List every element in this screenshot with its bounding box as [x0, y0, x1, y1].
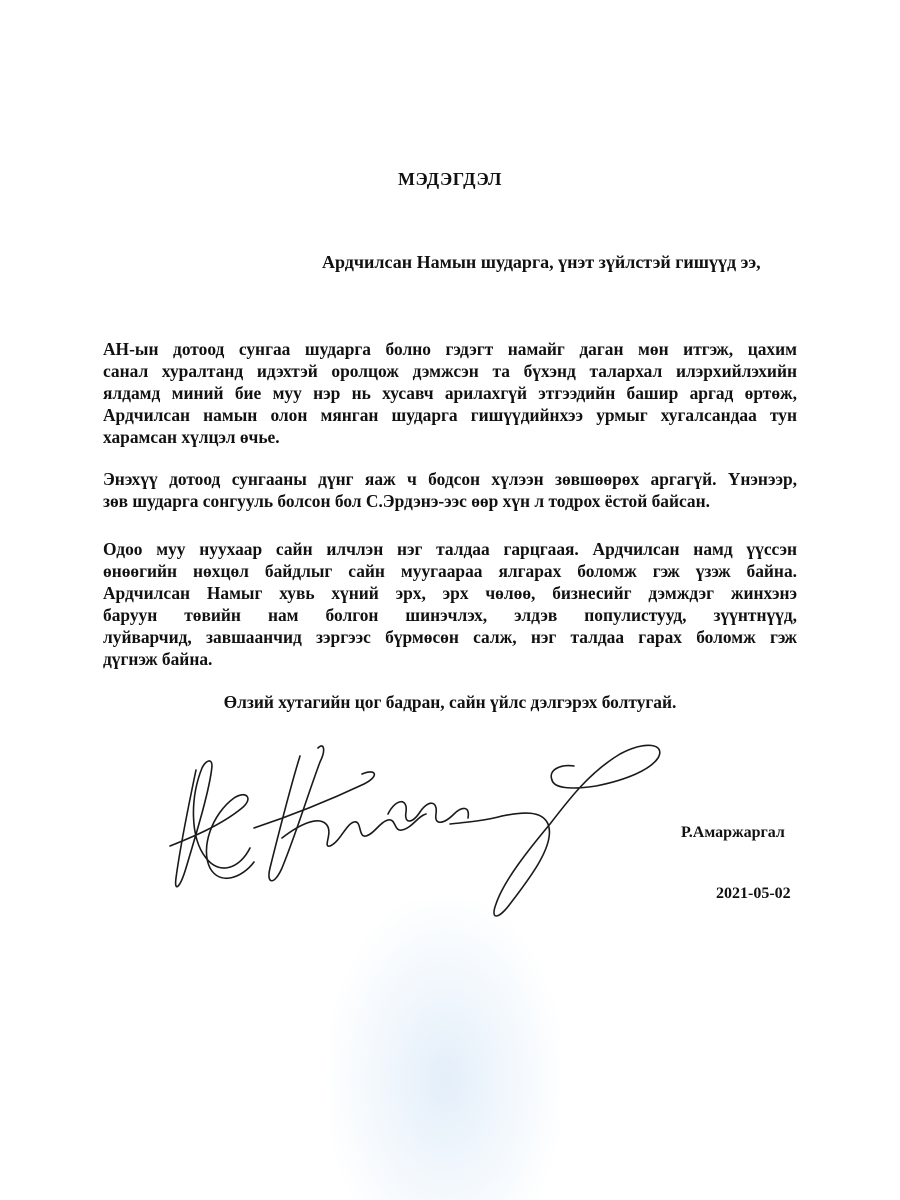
paragraph-line: зөв шударга сонгууль болсон бол С.Эрдэнэ-ээс өөр хүн л тодрох ёстой байсан. — [103, 491, 710, 511]
paragraph-3 — [103, 538, 797, 670]
paragraph-2 — [103, 468, 797, 512]
paragraph-line: Ардчилсан намын олон мянган шударга гишүүдийнхээ урмыг хугалсандаа тун — [103, 405, 797, 425]
document-date: 2021-05-02 — [716, 885, 791, 902]
paragraph-1 — [103, 338, 797, 448]
paragraph-line: өнөөгийн нөхцөл байдлыг сайн муугаараа ялгарах боломж гэж үзэж байна. — [103, 561, 797, 581]
paragraph-line: санал хуралтанд идэхтэй оролцож дэмжсэн та бүхэнд талархал илэрхийлэхийн — [103, 361, 797, 381]
paragraph-line: Одоо муу нуухаар сайн илчлэн нэг талдаа гарцгаая. Ардчилсан намд үүссэн — [103, 539, 797, 559]
paragraph-line: дүгнэж байна. — [103, 649, 213, 669]
paragraph-line: Ардчилсан Намыг хувь хүний эрх, эрх чөлөө, бизнесийг дэмждэг жинхэнэ — [103, 583, 797, 603]
document-title: МЭДЭГДЭЛ — [398, 169, 502, 189]
paragraph-line: луйварчид, завшаанчид зэргээс бүрмөсөн салж, нэг талдаа гарах боломж гэж — [103, 627, 797, 647]
closing-line: Өлзий хутагийн цог бадран, сайн үйлс дэлгэрэх болтугай. — [223, 692, 677, 712]
paragraph-line: харамсан хүлцэл өчье. — [103, 427, 280, 447]
paragraph-line: Энэхүү дотоод сунгааны дүнг яаж ч бодсон хүлээн зөвшөөрөх аргагүй. Үнэнээр, — [103, 469, 797, 489]
paragraph-line: АН-ын дотоод сунгаа шударга болно гэдэгт намайг даган мөн итгэж, цахим — [103, 339, 797, 359]
paper-stain — [330, 900, 560, 1200]
signer-name: Р.Амаржаргал — [681, 824, 785, 841]
handwritten-signature — [150, 728, 670, 928]
paragraph-line: ялдамд миний бие муу нэр нь хусавч арилахгүй этгээдийн башир аргад өртөж, — [103, 383, 797, 403]
salutation: Ардчилсан Намын шударга, үнэт зүйлстэй гишүүд ээ, — [322, 252, 761, 272]
paragraph-line: баруун төвийн нам болгон шинэчлэх, элдэв популистууд, зүүнтнүүд, — [103, 605, 797, 625]
